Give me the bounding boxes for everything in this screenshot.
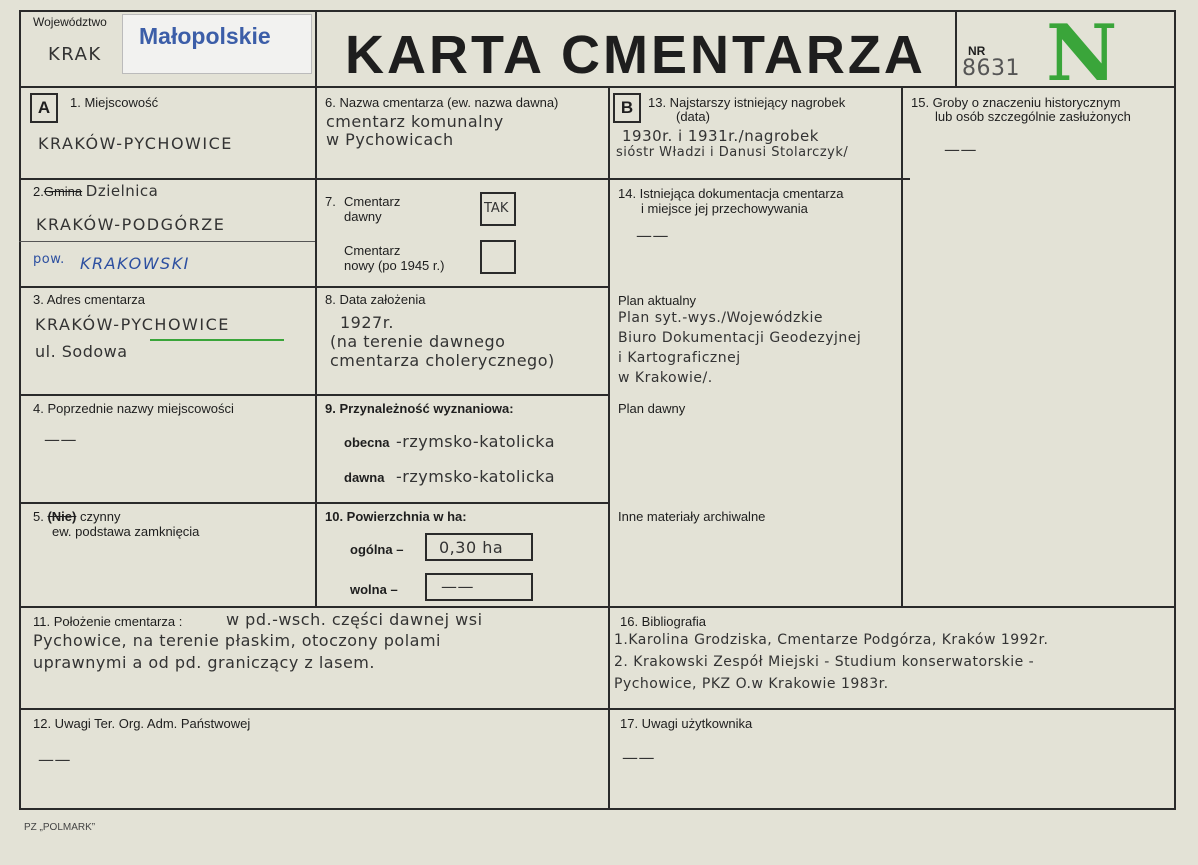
f7-dawny-l2: dawny: [344, 209, 382, 224]
row-divider-pow: [19, 241, 315, 242]
f4-value: ——: [44, 430, 77, 449]
row-divider-1: [19, 178, 910, 180]
f7-dawny-box-value: TAK: [484, 201, 509, 216]
section-b-badge: B: [613, 93, 641, 123]
row-divider-3: [19, 394, 608, 396]
f5-label-text: czynny: [79, 509, 121, 524]
f10-ogolna-value: 0,30 ha: [439, 538, 504, 557]
f2-label: [33, 184, 158, 199]
nr-value: 8631: [962, 56, 1020, 81]
f2-pow-value: KRAKOWSKI: [80, 254, 190, 273]
plan-dawny-label: Plan dawny: [618, 401, 686, 416]
plan-aktualny-label: Plan aktualny: [618, 293, 697, 308]
f2-pow-prefix: pow.: [33, 252, 65, 267]
f15-value: ——: [944, 140, 977, 159]
f3-label: 3. Adres cmentarza: [33, 292, 145, 307]
f15-label-l2: lub osób szczególnie zasłużonych: [935, 109, 1131, 124]
row-divider-6: [19, 708, 1176, 710]
f7-dawny-box: [480, 192, 516, 226]
f6-line1: cmentarz komunalny: [326, 112, 504, 131]
f2-struck: Gmina: [43, 184, 83, 199]
f14-label-l1: 14. Istniejąca dokumentacja cmentarza: [618, 186, 844, 201]
f16-line3: Pychowice, PKZ O.w Krakowie 1983r.: [614, 676, 889, 692]
f14-value: ——: [636, 226, 669, 245]
f16-line1: 1.Karolina Grodziska, Cmentarze Podgórza, Kraków 1992r.: [614, 632, 1049, 648]
f5-sub: ew. podstawa zamknięcia: [52, 524, 200, 539]
f10-wolna-label: wolna –: [350, 582, 398, 597]
wojewodztwo-value: KRAK: [48, 44, 102, 65]
f8-label: 8. Data założenia: [325, 292, 426, 307]
f17-value: ——: [622, 748, 655, 767]
section-a-badge: A: [30, 93, 58, 123]
f3-line2: ul. Sodowa: [35, 342, 128, 361]
f5-label: [33, 509, 120, 524]
f7-dawny-l1: Cmentarz: [344, 194, 401, 209]
f6-line2: w Pychowicach: [326, 130, 454, 149]
f16-line2: 2. Krakowski Zespół Miejski - Studium konserwatorskie -: [614, 654, 1035, 670]
f7-nowy-box: [480, 240, 516, 274]
f12-value: ——: [38, 750, 71, 769]
plan-line2: Biuro Dokumentacji Geodezyjnej: [618, 330, 862, 346]
page-title: KARTA CMENTARZA: [345, 25, 926, 85]
region-stamp: [122, 14, 312, 74]
f10-wolna-box: [425, 573, 533, 601]
f8-line1: 1927r.: [340, 313, 394, 332]
f15-label-l1: 15. Groby o znaczeniu historycznym: [911, 95, 1121, 110]
f11-line1: w pd.-wsch. części dawnej wsi: [226, 610, 483, 629]
f7-label: 7.: [325, 194, 336, 209]
f9-label: 9. Przynależność wyznaniowa:: [325, 401, 514, 416]
f9-obecna-value: -rzymsko-katolicka: [396, 432, 556, 451]
f12-label: 12. Uwagi Ter. Org. Adm. Państwowej: [33, 716, 251, 731]
region-stamp-text: Małopolskie: [139, 23, 271, 49]
nr-stamp-letter: N: [1046, 8, 1118, 99]
f13-label-l1: 13. Najstarszy istniejący nagrobek: [648, 95, 846, 110]
f4-label: 4. Poprzednie nazwy miejscowości: [33, 401, 234, 416]
f11-label: 11. Położenie cmentarza :: [33, 614, 183, 629]
f1-label: 1. Miejscowość: [70, 95, 159, 110]
f11-line2: Pychowice, na terenie płaskim, otoczony polami: [33, 631, 441, 650]
nr-divider: [955, 10, 957, 88]
f16-label: 16. Bibliografia: [620, 614, 706, 629]
plan-line3: i Kartograficznej: [618, 350, 741, 366]
f6-label: 6. Nazwa cmentarza (ew. nazwa dawna): [325, 95, 559, 110]
f13-line1: 1930r. i 1931r./nagrobek: [622, 127, 819, 145]
f7-nowy-l2: nowy (po 1945 r.): [344, 258, 445, 273]
f11-line3: uprawnymi a od pd. graniczący z lasem.: [33, 653, 375, 672]
f9-dawna-value: -rzymsko-katolicka: [396, 467, 556, 486]
nr-label: NR: [968, 44, 986, 58]
row-divider-4: [19, 502, 608, 504]
inne-materialy-label: Inne materiały archiwalne: [618, 509, 766, 524]
f8-line2: (na terenie dawnego: [330, 332, 506, 351]
f14-label-l2: i miejsce jej przechowywania: [641, 201, 808, 216]
f3-green-underline: [150, 339, 284, 341]
f9-obecna-label: obecna: [344, 435, 390, 450]
row-divider-2: [19, 286, 608, 288]
f13-label-l2: (data): [676, 109, 710, 124]
f3-line1: KRAKÓW-PYCHOWICE: [35, 315, 230, 334]
f2-prefix: 2.: [33, 184, 44, 199]
plan-line4: w Krakowie/.: [618, 370, 713, 386]
f10-ogolna-label: ogólna –: [350, 542, 404, 557]
row-divider-5: [19, 606, 1176, 608]
f17-label: 17. Uwagi użytkownika: [620, 716, 753, 731]
f2-label-text: Dzielnica: [85, 182, 159, 200]
f10-wolna-value: ——: [441, 577, 474, 596]
f5-struck: (Nie): [47, 509, 77, 524]
wojewodztwo-label: Województwo: [33, 15, 107, 29]
f7-nowy-l1: Cmentarz: [344, 243, 401, 258]
f1-value: KRAKÓW-PYCHOWICE: [38, 134, 233, 153]
f9-dawna-label: dawna: [344, 470, 385, 485]
f8-line3: cmentarza cholerycznego): [330, 351, 555, 370]
header-divider: [19, 86, 1176, 88]
f2-value: KRAKÓW-PODGÓRZE: [36, 215, 226, 234]
f10-ogolna-box: [425, 533, 533, 561]
col-divider-1: [315, 10, 317, 606]
plan-line1: Plan syt.-wys./Wojewódzkie: [618, 310, 823, 326]
f5-prefix: 5.: [33, 509, 44, 524]
f10-label: 10. Powierzchnia w ha:: [325, 509, 467, 524]
printer-mark: PZ „POLMARK”: [24, 822, 96, 833]
col-divider-3: [901, 86, 903, 606]
col-divider-2: [608, 86, 610, 810]
f13-line2: sióstr Władzi i Danusi Stolarczyk/: [616, 145, 849, 160]
